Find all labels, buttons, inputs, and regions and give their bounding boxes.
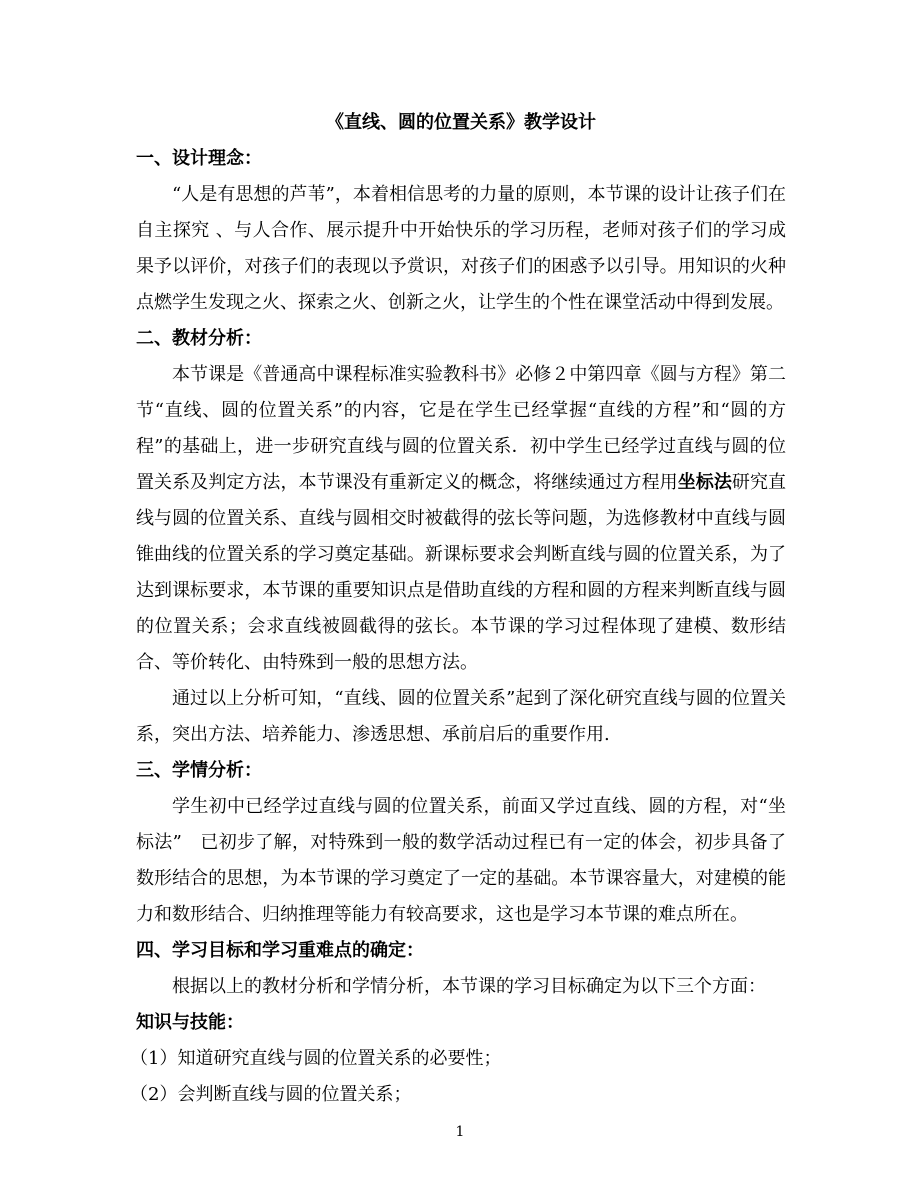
page-number: 1 — [455, 1124, 465, 1140]
list-item: （1）知道研究直线与圆的位置关系的必要性； — [130, 1048, 502, 1069]
section-heading-design-concept: 一、设计理念： — [136, 148, 262, 169]
section-heading-student-analysis: 三、学情分析： — [136, 760, 262, 781]
paragraph-text: 研究直线与圆的位置关系、直线与圆相交时被截得的弦长等问题，为选修教材中直线与圆锥曲线的位置关系的学习奠定基础。新课标要求会判断直线与圆的位置关系，为了达到课标要求，本节课的重要知识点是借助直线的方程和圆的方程来判断直线与圆的位置关系；会求直线被圆截得的弦长。本节课的学习过程体现了建模、数形结合、等价转化、由特殊到一般的思想方法。 — [136, 472, 787, 673]
document-title: 《直线、圆的位置关系》教学设计 — [326, 112, 596, 133]
bold-term-coordinate-method: 坐标法 — [677, 472, 732, 493]
document-body — [130, 105, 787, 1113]
paragraph-student-analysis: 学生初中已经学过直线与圆的位置关系，前面又学过直线、圆的方程，对“坐标法” 已初步了解，对特殊到一般的数学活动过程已有一定的体会，初步具备了数形结合的思想，为本节课的学习奠定了一定的基础。本节课容量大，对建模的能力和数形结合、归纳推理等能力有较高要求，这也是学习本节课的难点所在。 — [136, 796, 786, 925]
section-heading-learning-objectives: 四、学习目标和学习重难点的确定： — [136, 940, 424, 961]
paragraph-text: 本节课是《普通高中课程标准实验教科书》必修２中第四章《圆与方程》第二节“直线、圆的位置关系”的内容，它是在学生已经掌握“直线的方程”和“圆的方程”的基础上，进一步研究直线与圆的位置关系．初中学生已经学过直线与圆的位置关系及判定方法，本节课没有重新定义的概念，将继续通过方程用 — [136, 364, 786, 493]
paragraph-analysis-summary: 通过以上分析可知，“直线、圆的位置关系”起到了深化研究直线与圆的位置关系，突出方法、培养能力、渗透思想、承前启后的重要作用. — [136, 688, 786, 745]
list-item: （2）会判断直线与圆的位置关系； — [130, 1084, 412, 1105]
sub-heading-knowledge-skills: 知识与技能： — [136, 1012, 244, 1033]
paragraph-design-concept: “人是有思想的芦苇”，本着相信思考的力量的原则，本节课的设计让孩子们在自主探究 、与人合作、展示提升中开始快乐的学习历程，老师对孩子们的学习成果予以评价，对孩子们的表现以予赏识，对孩子们的困惑予以引导。用知识的火种点燃学生发现之火、探索之火、创新之火，让学生的个性在课堂活动中得到发展。 — [136, 184, 786, 313]
section-heading-textbook-analysis: 二、教材分析： — [136, 328, 262, 349]
paragraph-objectives-intro: 根据以上的教材分析和学情分析，本节课的学习目标确定为以下三个方面： — [172, 976, 766, 997]
paragraph-textbook-analysis — [136, 357, 786, 681]
